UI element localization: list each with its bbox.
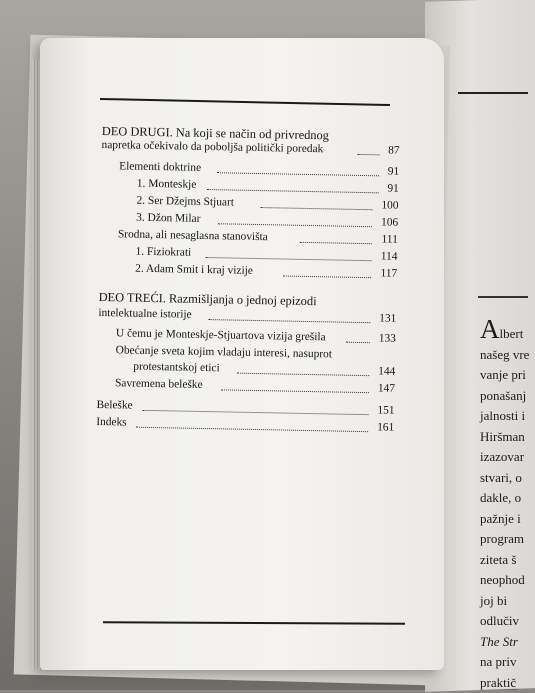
toc-page-number: 114 bbox=[369, 250, 397, 263]
right-line: našeg vre bbox=[480, 345, 520, 366]
toc-page-number: 87 bbox=[371, 144, 399, 157]
right-line: Hiršman bbox=[480, 427, 520, 448]
toc-page-number: 161 bbox=[366, 421, 394, 434]
toc-entry-beleske: Beleške bbox=[96, 399, 132, 412]
right-line: na priv bbox=[480, 652, 520, 673]
right-line: joj bi bbox=[480, 591, 520, 612]
right-dropcap: A bbox=[480, 314, 500, 344]
toc-page-number: 133 bbox=[368, 332, 396, 345]
right-line: jalnosti i bbox=[480, 406, 520, 427]
right-line: izazovar bbox=[480, 447, 520, 468]
toc-entry-indeks: Indeks bbox=[96, 416, 127, 429]
right-page-text bbox=[480, 318, 520, 693]
toc-entry-u-cemu: U čemu je Monteskje-Stjuartova vizija grešila bbox=[116, 327, 326, 343]
toc-entry-savremena: Savremena beleške bbox=[115, 377, 203, 391]
toc-entry-srodna: Srodna, ali nesaglasna stanovišta bbox=[118, 228, 268, 243]
right-line: neophod bbox=[480, 570, 520, 591]
toc-part-2-title: DEO DRUGI. Na koji se način od privrednog bbox=[102, 124, 329, 143]
right-page-chapter-rule bbox=[478, 296, 528, 298]
right-line: ponašanj bbox=[480, 386, 520, 407]
right-page-top-rule bbox=[458, 92, 528, 94]
toc-page-number: 111 bbox=[370, 233, 398, 246]
right-line: program bbox=[480, 529, 520, 550]
toc-entry-monteskje: 1. Monteskje bbox=[137, 178, 197, 191]
toc-page-number: 106 bbox=[370, 216, 398, 229]
toc-page-number: 100 bbox=[370, 199, 398, 212]
toc-entry-fiziokrati: 1. Fiziokrati bbox=[135, 246, 191, 259]
right-line: ziteta š bbox=[480, 550, 520, 571]
toc-entry-obecanje-cont: protestantskoj etici bbox=[133, 361, 220, 375]
toc-page-number: 91 bbox=[371, 165, 399, 178]
toc-entry-stjuart: 2. Ser Džejms Stjuart bbox=[136, 195, 234, 209]
right-line-0-rest: lbert bbox=[500, 326, 524, 341]
toc-page-number: 147 bbox=[367, 382, 395, 395]
toc-page-number: 91 bbox=[371, 182, 399, 195]
right-line: odlučiv bbox=[480, 611, 520, 632]
toc-part-3-title: DEO TREĆI. Razmišljanja o jednoj epizodi bbox=[99, 290, 317, 309]
toc-entry-obecanje: Obećanje sveta kojim vladaju interesi, nasuprot bbox=[116, 344, 333, 360]
right-line: vanje pri bbox=[480, 365, 520, 386]
right-line: stvari, o bbox=[480, 468, 520, 489]
toc-part-3-subtitle: intelektualne istorije bbox=[98, 307, 192, 321]
right-line: praktič bbox=[480, 673, 520, 693]
toc-entry-smit: 2. Adam Smit i kraj vizije bbox=[135, 263, 253, 277]
toc-page-number: 144 bbox=[367, 365, 395, 378]
toc-entry-milar: 3. Džon Milar bbox=[136, 212, 200, 225]
toc-page-number: 117 bbox=[369, 267, 397, 280]
toc-page-number: 131 bbox=[368, 312, 396, 325]
right-line bbox=[480, 632, 520, 653]
toc-page-number: 151 bbox=[366, 404, 394, 417]
right-line: dakle, o bbox=[480, 488, 520, 509]
toc-entry-elementi: Elementi doktrine bbox=[119, 160, 201, 174]
right-line-italic: The Str bbox=[480, 634, 518, 649]
toc-part-2-subtitle: napretka očekivalo da poboljša politički poredak bbox=[101, 139, 323, 155]
right-line: pažnje i bbox=[480, 509, 520, 530]
right-line bbox=[480, 318, 520, 345]
